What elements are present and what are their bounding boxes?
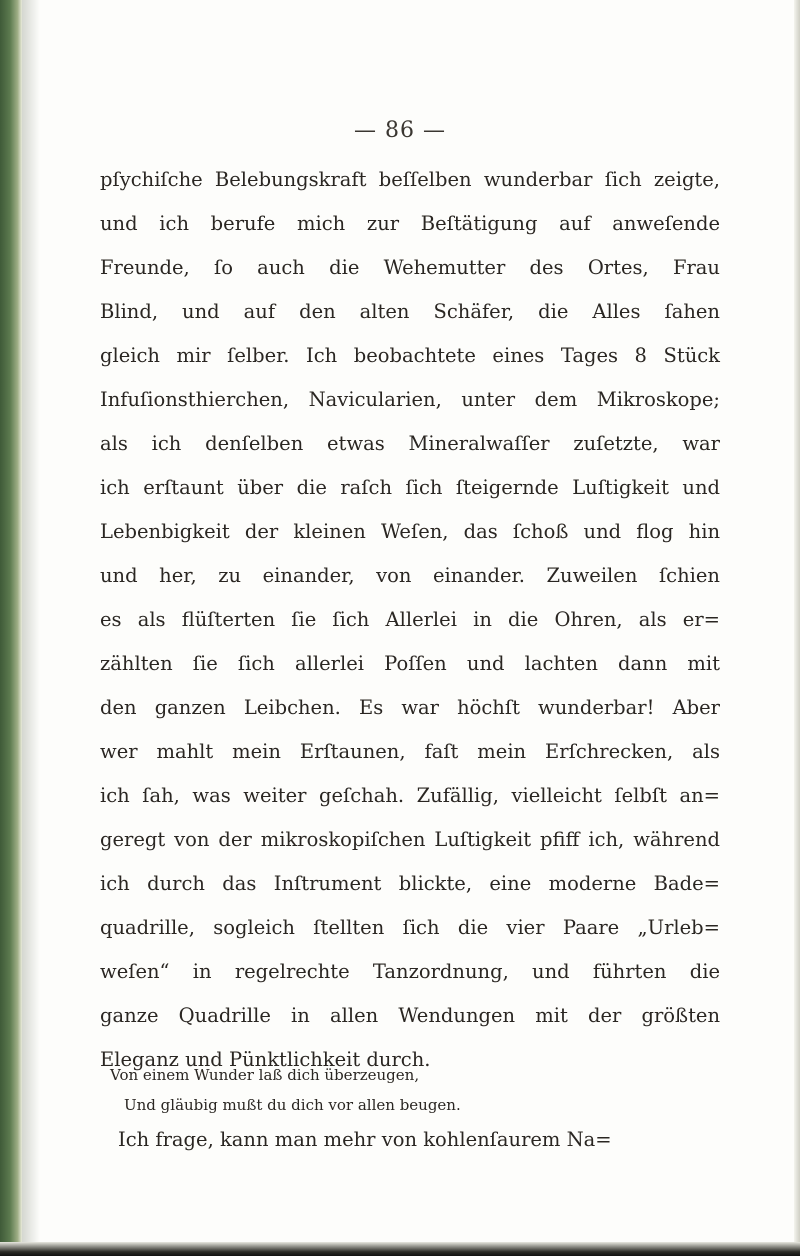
text-line: Lebenbigkeit der kleinen Weſen, das ſchoß und flog hin [100, 520, 720, 543]
text-line: und ich berufe mich zur Beſtätigung auf anweſende [100, 212, 720, 235]
text-line: Freunde, ſo auch die Wehemutter des Ortes, Frau [100, 256, 720, 279]
text-line: Infuſionsthierchen, Navicularien, unter dem Mikroskope; [100, 388, 720, 411]
text-line: als ich denſelben etwas Mineralwaſſer zuſetzte, war [100, 432, 720, 455]
text-line: ich erſtaunt über die raſch ſich ſteigernde Luſtigkeit und [100, 476, 720, 499]
text-line: gleich mir ſelber. Ich beobachtete eines Tages 8 Stück [100, 344, 720, 367]
text-line: den ganzen Leibchen. Es war höchſt wunderbar! Aber [100, 696, 720, 719]
text-line: weſen“ in regelrechte Tanzordnung, und führten die [100, 960, 720, 983]
text-line: ganze Quadrille in allen Wendungen mit der größten [100, 1004, 720, 1027]
text-line: wer mahlt mein Erſtaunen, faſt mein Erſchrecken, als [100, 740, 720, 763]
text-line: und her, zu einander, von einander. Zuweilen ſchien [100, 564, 720, 587]
page-right-edge [794, 0, 800, 1256]
gutter-shadow [22, 0, 40, 1256]
text-line: pſychiſche Belebungskraft beſſelben wunderbar ſich zeigte, [100, 168, 720, 191]
text-line: Blind, und auf den alten Schäfer, die Alles ſahen [100, 300, 720, 323]
text-line: geregt von der mikroskopiſchen Luſtigkeit pfiff ich, während [100, 828, 720, 851]
verse-line: Und gläubig mußt du dich vor allen beugen. [124, 1096, 461, 1114]
text-line: zählten ſie ſich allerlei Poſſen und lachten dann mit [100, 652, 720, 675]
body-paragraph [100, 158, 720, 1082]
text-line: ich durch das Inſtrument blickte, eine moderne Bade= [100, 872, 720, 895]
text-line: Eleganz und Pünktlichkeit durch. [100, 1048, 431, 1071]
book-spine-edge [0, 0, 22, 1256]
page-bottom-edge [0, 1242, 800, 1256]
text-line: ich ſah, was weiter geſchah. Zufällig, vielleicht ſelbſt an= [100, 784, 720, 807]
text-line: es als flüſterten ſie ſich Allerlei in die Ohren, als er= [100, 608, 720, 631]
continuation-line [118, 1118, 720, 1162]
text-line: quadrille, sogleich ſtellten ſich die vier Paare „Urleb= [100, 916, 720, 939]
verse-block [110, 1060, 710, 1120]
text-line: Ich frage, kann man mehr von kohlenſaurem Na= [118, 1128, 612, 1151]
verse-line: Von einem Wunder laß dich überzeugen, [110, 1066, 420, 1084]
page-number: — 86 — [354, 118, 446, 143]
